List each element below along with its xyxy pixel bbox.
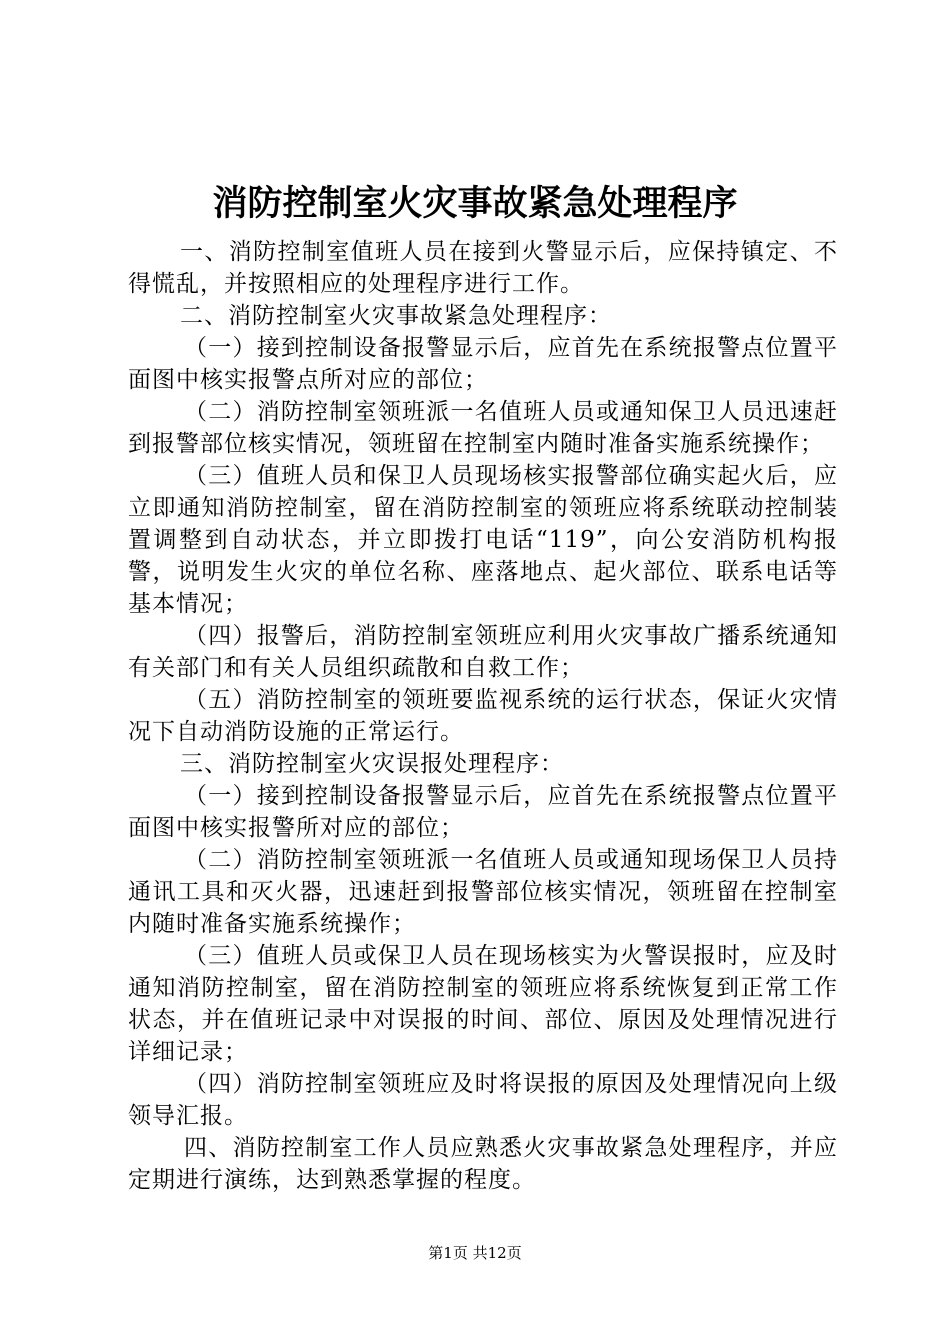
paragraph-emergency-step-4: （四）报警后，消防控制室领班应利用火灾事故广播系统通知有关部门和有关人员组织疏散和自救工作；: [128, 623, 838, 681]
paragraph-false-alarm-step-2: （二）消防控制室领班派一名值班人员或通知现场保卫人员持通讯工具和灭火器，迅速赶到报警部位核实情况，领班留在控制室内随时准备实施系统操作；: [128, 847, 838, 937]
paragraph-false-alarm-step-1: （一）接到控制设备报警显示后，应首先在系统报警点位置平面图中核实报警所对应的部位；: [128, 783, 838, 841]
paragraph-emergency-step-5: （五）消防控制室的领班要监视系统的运行状态，保证火灾情况下自动消防设施的正常运行。: [128, 687, 838, 745]
paragraph-section-2-heading: 二、消防控制室火灾事故紧急处理程序：: [180, 303, 612, 329]
paragraph-emergency-step-3: （三）值班人员和保卫人员现场核实报警部位确实起火后，应立即通知消防控制室，留在消防控制室的领班应将系统联动控制装置调整到自动状态，并立即拨打电话“119”，向公安消防机构报警，说明发生火灾的单位名称、座落地点、起火部位、联系电话等基本情况；: [128, 463, 838, 617]
document-body: [128, 236, 838, 1196]
paragraph-section-1: 一、消防控制室值班人员在接到火警显示后，应保持镇定、不得慌乱，并按照相应的处理程序进行工作。: [128, 239, 838, 297]
paragraph-false-alarm-step-4: （四）消防控制室领班应及时将误报的原因及处理情况向上级领导汇报。: [128, 1071, 838, 1129]
paragraph-false-alarm-step-3: （三）值班人员或保卫人员在现场核实为火警误报时，应及时通知消防控制室，留在消防控制室的领班应将系统恢复到正常工作状态，并在值班记录中对误报的时间、部位、原因及处理情况进行详细记录；: [128, 943, 838, 1065]
paragraph-section-4: 四、消防控制室工作人员应熟悉火灾事故紧急处理程序，并应定期进行演练，达到熟悉掌握的程度。: [128, 1135, 838, 1193]
paragraph-emergency-step-2: （二）消防控制室领班派一名值班人员或通知保卫人员迅速赶到报警部位核实情况，领班留在控制室内随时准备实施系统操作；: [128, 399, 838, 457]
page-number-footer: 第1页 共12页: [428, 1244, 522, 1262]
paragraph-section-3-heading: 三、消防控制室火灾误报处理程序：: [180, 751, 564, 777]
paragraph-emergency-step-1: （一）接到控制设备报警显示后，应首先在系统报警点位置平面图中核实报警点所对应的部位；: [128, 335, 838, 393]
document-title: 消防控制室火灾事故紧急处理程序: [212, 183, 738, 224]
